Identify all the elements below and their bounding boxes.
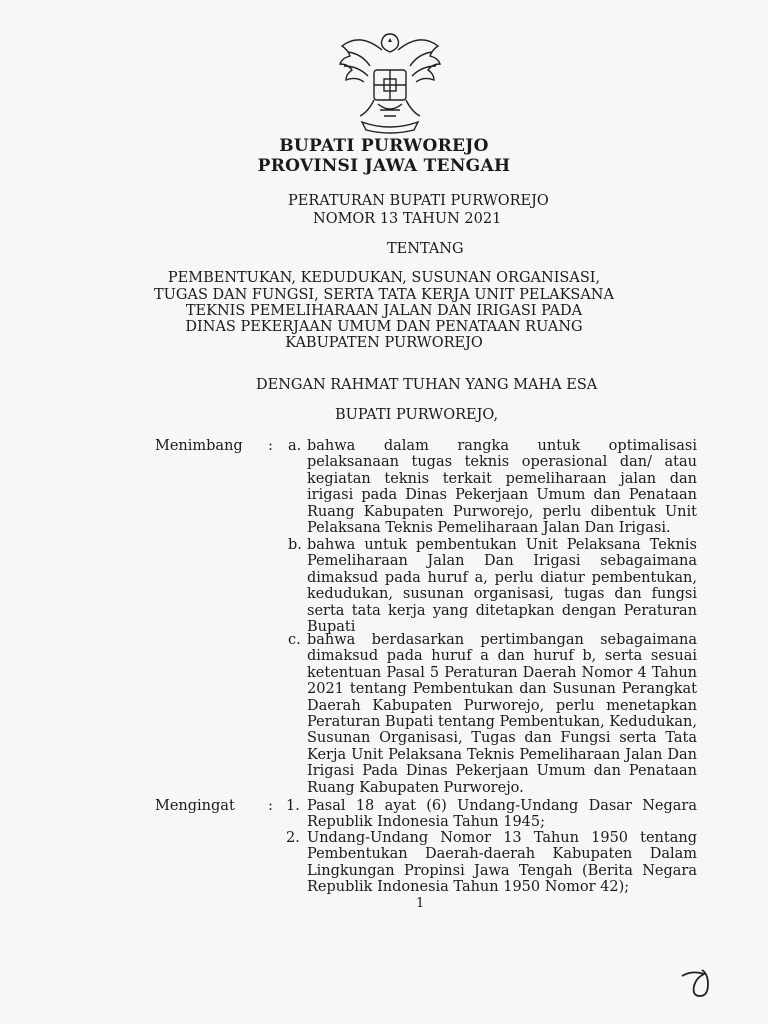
menimbang-item-c: bahwa berdasarkan pertimbangan sebagaimana dimaksud pada huruf a dan huruf b, serta sesuai ketentuan Pasal 5 Peraturan Daerah Nomor 4 Tahun 2021 tentang Pembentukan dan Susunan Perangkat Daerah Kabupaten Purworejo, perlu menetapkan Peraturan Bupati tentang Pembentukan, Kedudukan, Susunan Organisasi, Tugas dan Fungsi serta Tata Kerja Unit Pelaksana Teknis Pemeliharaan Jalan Dan Irigasi Pada Dinas Pekerjaan Umum dan Penataan Ruang Kabupaten Purworejo. bbox=[307, 632, 697, 796]
initial-signature bbox=[676, 966, 716, 1006]
menimbang-item-a: bahwa dalam rangka untuk optimalisasi pelaksanaan tugas teknis operasional dan/ atau kegiatan teknis terkait pemeliharaan jalan dan irigasi pada Dinas Pekerjaan Umum dan Penataan Ruang Kabupaten Purworejo, perlu dibentuk Unit Pelaksana Teknis Pemeliharaan Jalan Dan Irigasi. bbox=[307, 438, 697, 537]
mengingat-item-2: Undang-Undang Nomor 13 Tahun 1950 tentang Pembentukan Daerah-daerah Kabupaten Dalam Lingkungan Propinsi Jawa Tengah (Berita Negara Republik Indonesia Tahun 1950 Nomor 42); bbox=[307, 830, 697, 896]
item-mark: b. bbox=[288, 537, 302, 553]
menimbang-colon: : bbox=[268, 438, 273, 454]
item-mark: a. bbox=[288, 438, 302, 454]
regent-title: BUPATI PURWOREJO bbox=[279, 136, 489, 156]
menimbang-label: Menimbang bbox=[155, 438, 243, 454]
regulation-number: NOMOR 13 TAHUN 2021 bbox=[313, 211, 502, 227]
subject-line: PEMBENTUKAN, KEDUDUKAN, SUSUNAN ORGANISASI, bbox=[167, 270, 601, 286]
subject-line: TUGAS DAN FUNGSI, SERTA TATA KERJA UNIT PELAKSANA bbox=[154, 287, 614, 303]
page-number: 1 bbox=[416, 896, 425, 911]
item-mark: 1. bbox=[286, 798, 300, 814]
mengingat-colon: : bbox=[268, 798, 273, 814]
mengingat-label: Mengingat bbox=[155, 798, 235, 814]
menimbang-item-b: bahwa untuk pembentukan Unit Pelaksana Teknis Pemeliharaan Jalan Dan Irigasi sebagaimana dimaksud pada huruf a, perlu diatur pembentukan, kedudukan, susunan organisasi, tugas dan fungsi serta tata kerja yang ditetapkan dengan Peraturan Bupati bbox=[307, 537, 697, 636]
about-heading: TENTANG bbox=[387, 241, 464, 257]
mengingat-item-1: Pasal 18 ayat (6) Undang-Undang Dasar Negara Republik Indonesia Tahun 1945; bbox=[307, 798, 697, 831]
item-mark: c. bbox=[288, 632, 301, 648]
province-title: PROVINSI JAWA TENGAH bbox=[257, 156, 511, 176]
subject-line: DINAS PEKERJAAN UMUM DAN PENATAAN RUANG bbox=[185, 319, 583, 335]
grace-statement: DENGAN RAHMAT TUHAN YANG MAHA ESA bbox=[256, 377, 598, 393]
regulation-title: PERATURAN BUPATI PURWOREJO bbox=[288, 193, 549, 209]
subject-line: KABUPATEN PURWOREJO bbox=[285, 335, 483, 351]
subject-line: TEKNIS PEMELIHARAAN JALAN DAN IRIGASI PADA bbox=[185, 303, 583, 319]
item-mark: 2. bbox=[286, 830, 300, 846]
issuer-title: BUPATI PURWOREJO, bbox=[335, 407, 499, 423]
garuda-emblem bbox=[334, 26, 446, 136]
